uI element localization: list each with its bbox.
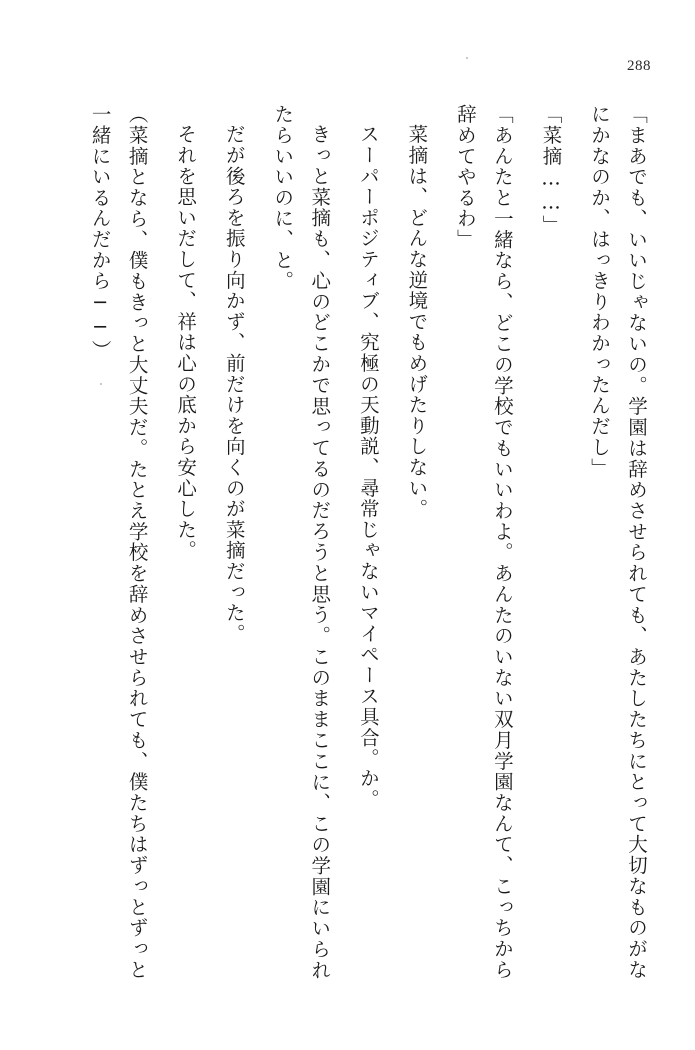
paragraph: それを思いだして、祥は心の底から安心した。 xyxy=(174,123,198,561)
paragraph: 「菜摘……」 xyxy=(539,104,563,236)
scan-speck xyxy=(466,57,468,59)
page-text-body xyxy=(70,104,655,980)
paragraph: 「まあでも、いいじゃないの。学園は辞めさせられても、あたしたちにとって大切なものがなにかなのか、はっきりわかったんだし」 xyxy=(588,104,648,980)
paragraph: 「あんたと一緒なら、どこの学校でもいいわよ。あんたのいない双月学園なんて、こっちから辞めてやるわ」 xyxy=(453,104,514,980)
paragraph: だが後ろを振り向かず、前だけを向くのが菜摘だった。 xyxy=(222,123,246,644)
paragraph: きっと菜摘も、心のどこかで思ってるのだろうと思う。このままここに、この学園にいられたらいいのに、と。 xyxy=(271,104,332,980)
paragraph: 菜摘は、どんな逆境でもめげたりしない。 xyxy=(405,123,429,519)
paragraph: か。 xyxy=(356,768,380,810)
page-number: 288 xyxy=(627,58,651,74)
paragraph: （菜摘となら、僕もきっと大丈夫だ。たとえ学校を辞めさせられても、僕たちはずっとずっと一緒にいるんだから──） xyxy=(88,104,149,980)
scan-speck xyxy=(100,383,102,385)
paragraph: スーパーポジティブ、究極の天動説、尋常じゃないマイペース具合。 xyxy=(356,123,380,769)
